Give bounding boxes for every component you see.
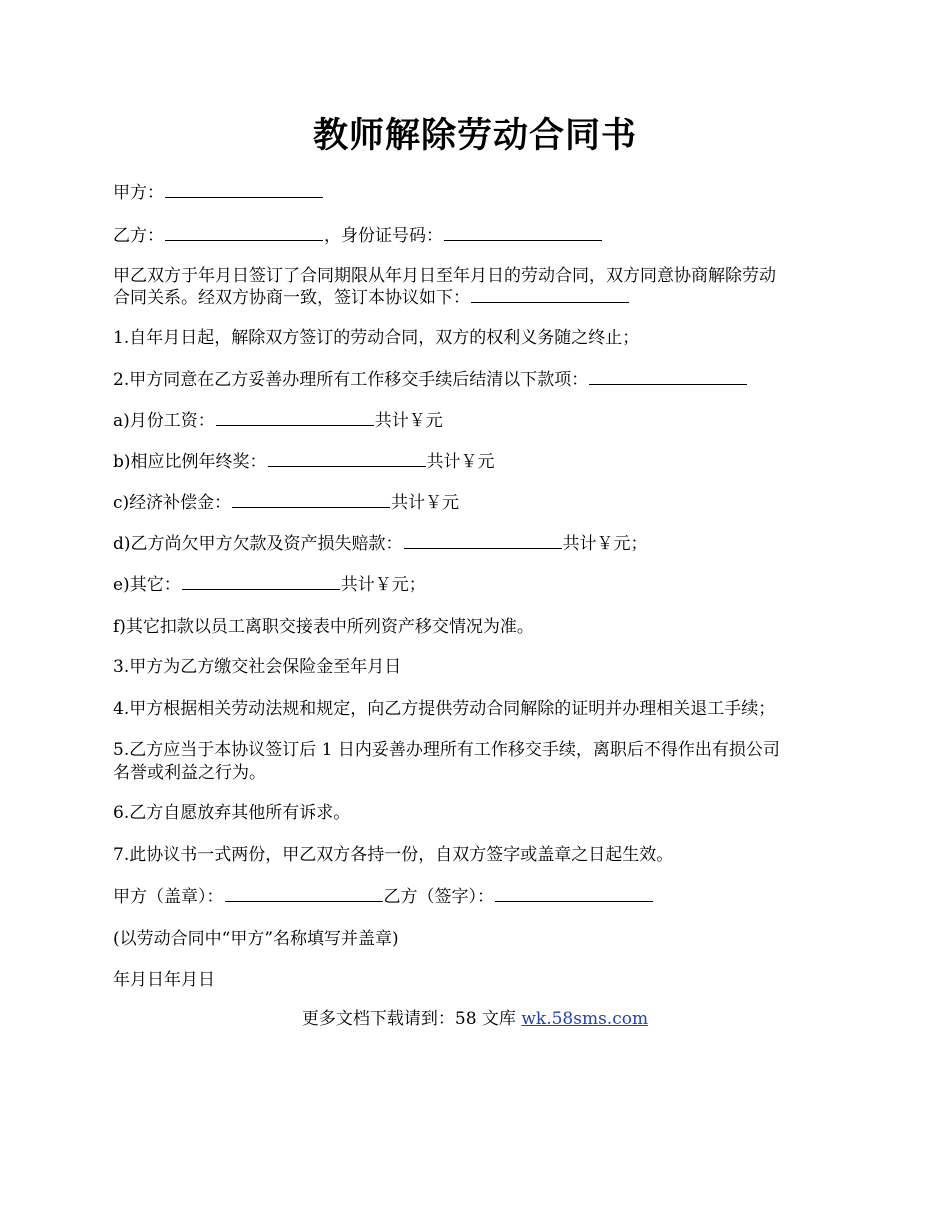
- party-a-blank[interactable]: [165, 183, 323, 198]
- clause-2e-suffix: 共计￥元；: [340, 575, 426, 595]
- party-a-label: 甲方：: [113, 183, 164, 203]
- clause-2-text: 2.甲方同意在乙方妥善办理所有工作移交手续后结清以下款项：: [113, 370, 589, 390]
- clause-2e-blank[interactable]: [182, 575, 340, 590]
- party-b-blank[interactable]: [165, 226, 323, 241]
- sign-b-label: 乙方（签字）：: [383, 887, 494, 907]
- clause-2c: [113, 492, 843, 514]
- clause-2a-blank[interactable]: [216, 411, 374, 426]
- date-line: 年月日年月日: [113, 970, 215, 990]
- sign-a-label: 甲方（盖章）：: [113, 887, 224, 907]
- clause-4: 4.甲方根据相关劳动法规和规定，向乙方提供劳动合同解除的证明并办理相关退工手续；: [113, 699, 776, 719]
- clause-2e-label: e)其它：: [113, 575, 181, 595]
- clause-2c-blank[interactable]: [232, 493, 390, 508]
- clause-2b-suffix: 共计￥元: [426, 452, 495, 472]
- clause-1: 1.自年月日起，解除双方签订的劳动合同，双方的权利义务随之终止；: [113, 328, 640, 348]
- clause-2d-blank[interactable]: [404, 534, 562, 549]
- footer: [0, 1008, 950, 1030]
- footer-link[interactable]: wk.58sms.com: [521, 1009, 649, 1029]
- footer-text: 更多文档下载请到：58 文库: [301, 1009, 522, 1029]
- id-number-blank[interactable]: [444, 226, 602, 241]
- document-title: 教师解除劳动合同书: [312, 115, 637, 156]
- sign-b-blank[interactable]: [495, 887, 653, 902]
- clause-5-line-1: 5.乙方应当于本协议签订后 1 日内妥善办理所有工作移交手续，离职后不得作出有损公司: [113, 740, 780, 760]
- clause-2c-suffix: 共计￥元: [391, 493, 460, 513]
- clause-2a-label: a)月份工资：: [113, 411, 215, 431]
- id-number-label: ，身份证号码：: [324, 226, 443, 246]
- clause-2e: [113, 574, 843, 596]
- party-a-line: [113, 182, 843, 204]
- clause-2b-blank[interactable]: [268, 452, 426, 467]
- sign-note: (以劳动合同中“甲方”名称填写并盖章): [113, 929, 399, 949]
- clause-2b-label: b)相应比例年终奖：: [113, 452, 267, 472]
- clause-2f: f)其它扣款以员工离职交接表中所列资产移交情况为准。: [113, 617, 534, 637]
- clause-6: 6.乙方自愿放弃其他所有诉求。: [113, 803, 351, 823]
- intro-line-2: [113, 287, 843, 309]
- party-b-label: 乙方：: [113, 226, 164, 246]
- clause-2d-suffix: 共计￥元；: [562, 534, 648, 554]
- sign-a-blank[interactable]: [225, 887, 383, 902]
- clause-2b: [113, 451, 843, 473]
- clause-2-blank[interactable]: [589, 370, 747, 385]
- clause-2a-suffix: 共计￥元: [374, 411, 443, 431]
- intro-line-1: 甲乙双方于年月日签订了合同期限从年月日至年月日的劳动合同，双方同意协商解除劳动: [113, 266, 776, 286]
- clause-2d: [113, 533, 843, 555]
- clause-5-line-2: 名誉或利益之行为。: [113, 763, 266, 783]
- intro-blank[interactable]: [471, 288, 629, 303]
- clause-7: 7.此协议书一式两份，甲乙双方各持一份，自双方签字或盖章之日起生效。: [113, 845, 674, 865]
- clause-3: 3.甲方为乙方缴交社会保险金至年月日: [113, 657, 402, 677]
- party-b-line: [113, 225, 843, 247]
- clause-2a: [113, 410, 843, 432]
- clause-2c-label: c)经济补偿金：: [113, 493, 232, 513]
- intro-text-2: 合同关系。经双方协商一致，签订本协议如下：: [113, 288, 470, 308]
- clause-2d-label: d)乙方尚欠甲方欠款及资产损失赔款：: [113, 534, 403, 554]
- clause-2: [113, 369, 843, 391]
- signature-line: [113, 886, 843, 908]
